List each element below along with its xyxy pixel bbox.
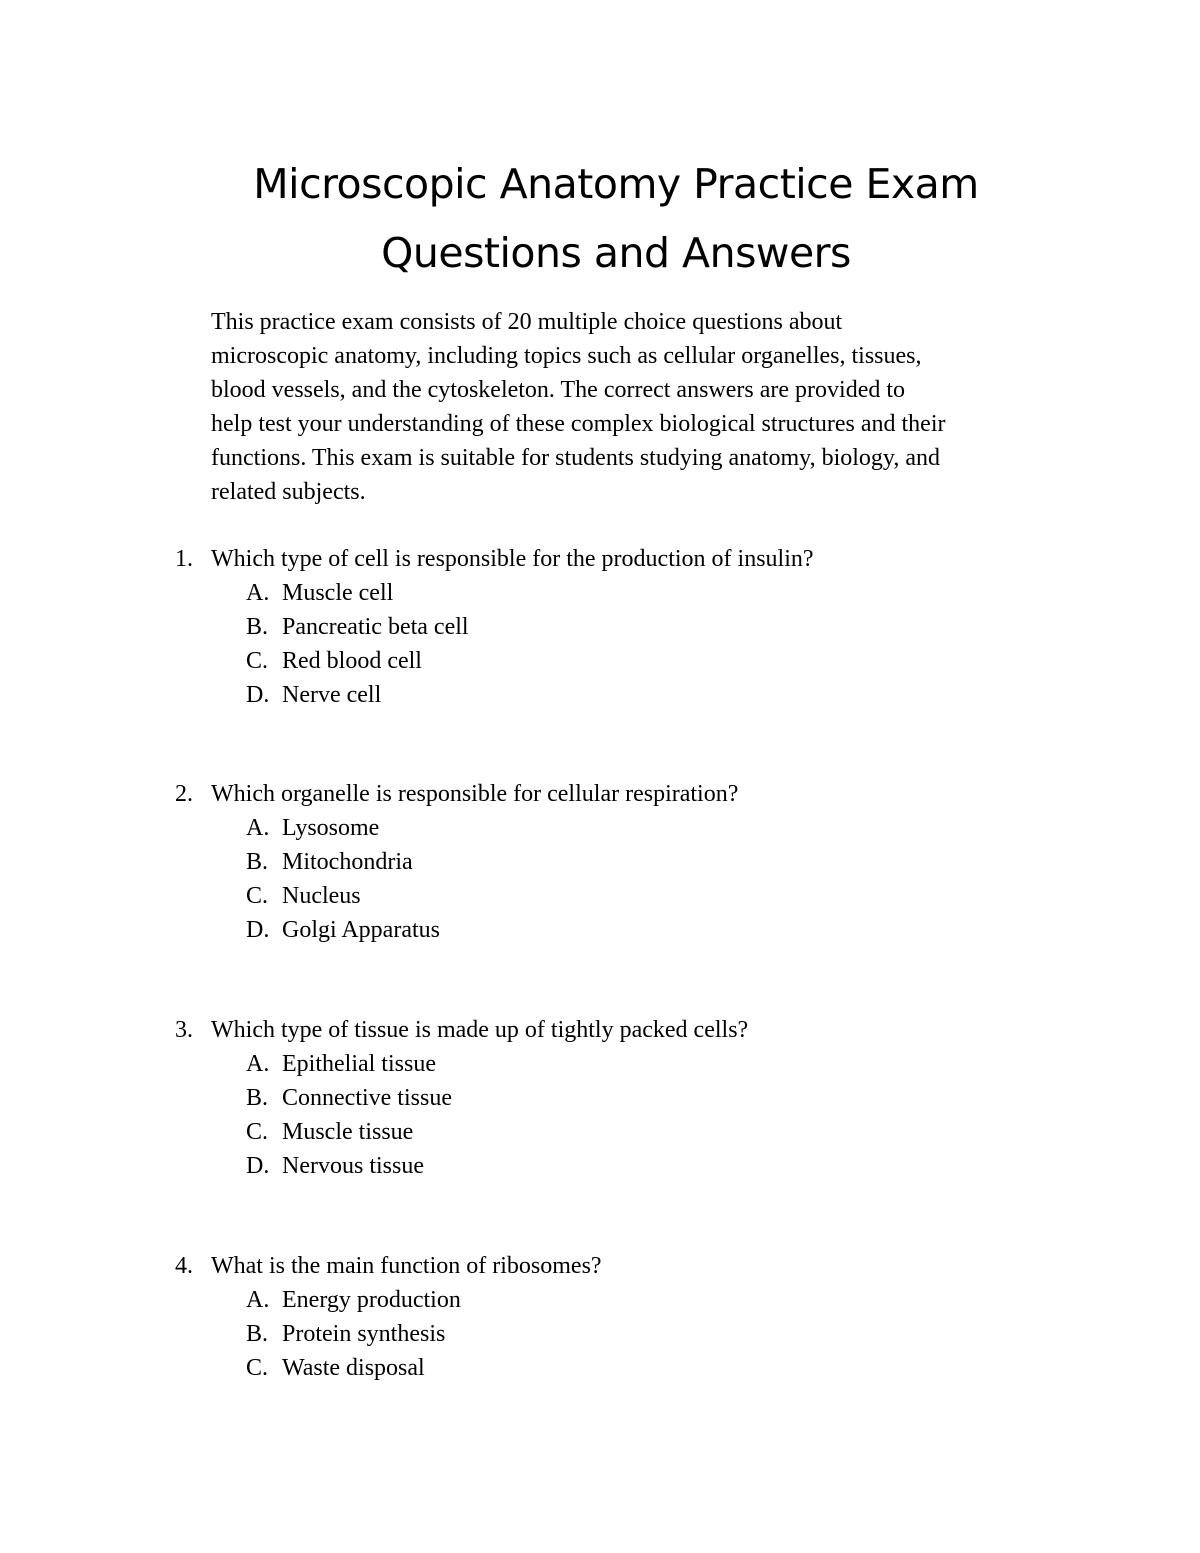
option-text: Connective tissue	[282, 1085, 452, 1111]
option-letter: B.	[246, 1321, 269, 1347]
question-text: Which type of tissue is made up of tightly packed cells?	[211, 1017, 749, 1043]
question-stem	[0, 777, 1200, 811]
question-stem	[0, 1013, 1200, 1047]
question-text: Which type of cell is responsible for the production of insulin?	[211, 546, 814, 572]
option-text: Lysosome	[282, 815, 380, 841]
answer-option-d	[0, 678, 1200, 712]
option-text: Epithelial tissue	[282, 1051, 436, 1077]
intro-paragraph	[211, 305, 1071, 509]
option-text: Muscle cell	[282, 580, 394, 606]
answer-option-c	[0, 1115, 1200, 1149]
question-1	[0, 542, 1200, 712]
question-4	[0, 1249, 1200, 1385]
option-letter: D.	[246, 917, 270, 943]
question-stem	[0, 542, 1200, 576]
question-number: 3.	[175, 1017, 193, 1043]
option-letter: B.	[246, 849, 269, 875]
answer-option-b	[0, 610, 1200, 644]
answer-option-c	[0, 1351, 1200, 1385]
answer-option-b	[0, 845, 1200, 879]
option-text: Golgi Apparatus	[282, 917, 440, 943]
option-text: Pancreatic beta cell	[282, 614, 469, 640]
answer-option-a	[0, 576, 1200, 610]
option-letter: A.	[246, 580, 270, 606]
question-text: Which organelle is responsible for cellular respiration?	[211, 781, 739, 807]
intro-line: help test your understanding of these complex biological structures and their	[211, 411, 946, 437]
option-text: Red blood cell	[282, 648, 422, 674]
option-letter: A.	[246, 1051, 270, 1077]
option-letter: C.	[246, 1119, 269, 1145]
answer-option-d	[0, 1149, 1200, 1183]
answer-option-b	[0, 1081, 1200, 1115]
option-letter: D.	[246, 1153, 270, 1179]
option-text: Mitochondria	[282, 849, 413, 875]
answer-option-a	[0, 1283, 1200, 1317]
option-letter: C.	[246, 648, 269, 674]
option-letter: C.	[246, 1355, 269, 1381]
answer-option-c	[0, 644, 1200, 678]
option-text: Muscle tissue	[282, 1119, 414, 1145]
option-letter: C.	[246, 883, 269, 909]
option-letter: A.	[246, 815, 270, 841]
option-text: Protein synthesis	[282, 1321, 446, 1347]
title-line-1: Microscopic Anatomy Practice Exam	[253, 160, 979, 208]
option-letter: B.	[246, 1085, 269, 1111]
option-letter: A.	[246, 1287, 270, 1313]
option-text: Nerve cell	[282, 682, 382, 708]
intro-line: This practice exam consists of 20 multiple choice questions about	[211, 309, 843, 335]
intro-line: related subjects.	[211, 479, 366, 505]
option-text: Waste disposal	[282, 1355, 425, 1381]
option-text: Nervous tissue	[282, 1153, 424, 1179]
question-number: 1.	[175, 546, 193, 572]
option-letter: D.	[246, 682, 270, 708]
intro-line: microscopic anatomy, including topics such as cellular organelles, tissues,	[211, 343, 922, 369]
page-title	[0, 150, 1200, 288]
answer-option-a	[0, 1047, 1200, 1081]
question-stem	[0, 1249, 1200, 1283]
answer-option-c	[0, 879, 1200, 913]
answer-option-a	[0, 811, 1200, 845]
answer-option-b	[0, 1317, 1200, 1351]
question-3	[0, 1013, 1200, 1183]
intro-line: blood vessels, and the cytoskeleton. The correct answers are provided to	[211, 377, 906, 403]
intro-line: functions. This exam is suitable for students studying anatomy, biology, and	[211, 445, 941, 471]
question-number: 2.	[175, 781, 193, 807]
option-text: Energy production	[282, 1287, 461, 1313]
question-text: What is the main function of ribosomes?	[211, 1253, 602, 1279]
option-letter: B.	[246, 614, 269, 640]
question-2	[0, 777, 1200, 947]
question-number: 4.	[175, 1253, 193, 1279]
title-line-2: Questions and Answers	[381, 229, 851, 277]
option-text: Nucleus	[282, 883, 361, 909]
answer-option-d	[0, 913, 1200, 947]
